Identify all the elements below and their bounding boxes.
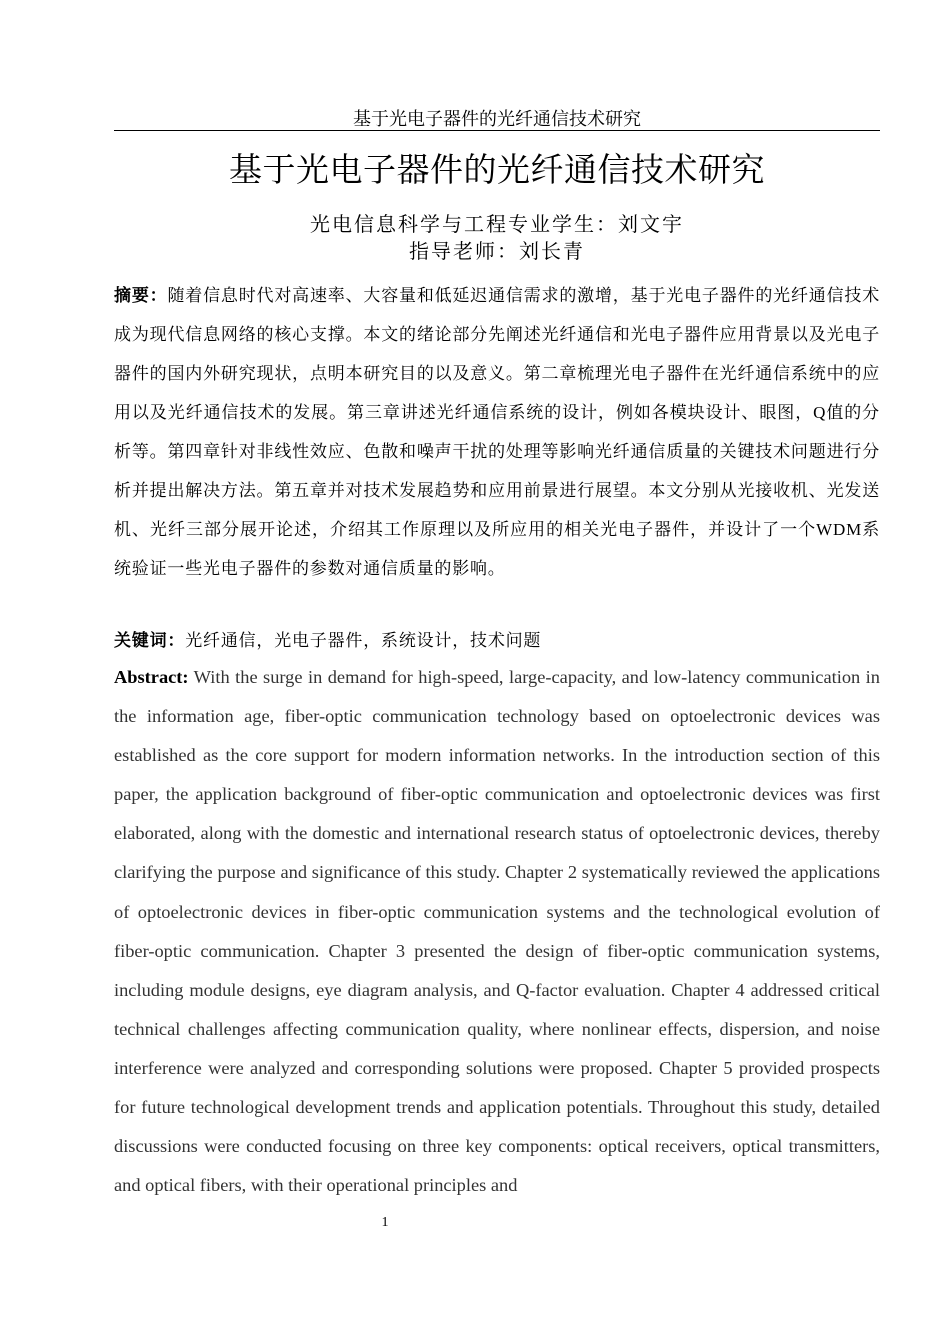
advisor-line: 指导老师：刘长青	[409, 241, 585, 263]
chinese-abstract-label: 摘要	[114, 286, 150, 305]
keywords	[114, 625, 880, 657]
english-abstract-text: With the surge in demand for high-speed, large-capacity, and low-latency communication in the information age, fiber-optic communication technology based on optoelectronic devices was established as the core support for modern information networks. In the introduction section of this paper, the application background of fiber-optic communication and optoelectronic devices was first elaborated, along with the domestic and international research status of optoelectronic devices, thereby clarifying the purpose and significance of this study. Chapter 2 systematically reviewed the applications of optoelectronic devices in fiber-optic communication systems and the technological evolution of fiber-optic communication. Chapter 3 presented the design of fiber-optic communication systems, including module designs, eye diagram analysis, and Q-factor evaluation. Chapter 4 addressed critical technical challenges affecting communication quality, where nonlinear effects, dispersion, and noise interference were analyzed and corresponding solutions were proposed. Chapter 5 provided prospects for future technological development trends and application potentials. Throughout this study, detailed discussions were conducted focusing on three key components: optical receivers, optical transmitters, and optical fibers, with their operational principles and	[114, 667, 880, 1196]
author-line: 光电信息科学与工程专业学生：刘文宇	[310, 214, 684, 236]
header-rule	[114, 130, 880, 131]
keywords-text: 光纤通信，光电子器件，系统设计，技术问题	[185, 631, 542, 650]
keywords-label: 关键词	[114, 631, 168, 650]
paper-title: 基于光电子器件的光纤通信技术研究	[229, 150, 765, 189]
keywords-separator: ：	[167, 631, 186, 650]
page-number: 1	[381, 1215, 389, 1230]
english-abstract	[114, 658, 880, 1205]
chinese-abstract	[114, 276, 880, 588]
chinese-abstract-text: 随着信息时代对高速率、大容量和低延迟通信需求的激增，基于光电子器件的光纤通信技术成为现代信息网络的核心支撑。本文的绪论部分先阐述光纤通信和光电子器件应用背景以及光电子器件的国内外研究现状，点明本研究目的以及意义。第二章梳理光电子器件在光纤通信系统中的应用以及光纤通信技术的发展。第三章讲述光纤通信系统的设计，例如各模块设计、眼图，Q值的分析等。第四章针对非线性效应、色散和噪声干扰的处理等影响光纤通信质量的关键技术问题进行分析并提出解决方法。第五章并对技术发展趋势和应用前景进行展望。本文分别从光接收机、光发送机、光纤三部分展开论述，介绍其工作原理以及所应用的相关光电子器件，并设计了一个WDM系统验证一些光电子器件的参数对通信质量的影响。	[114, 286, 881, 578]
english-abstract-label: Abstract:	[114, 667, 189, 687]
chinese-abstract-separator: ：	[149, 286, 168, 305]
running-header: 基于光电子器件的光纤通信技术研究	[353, 109, 641, 129]
